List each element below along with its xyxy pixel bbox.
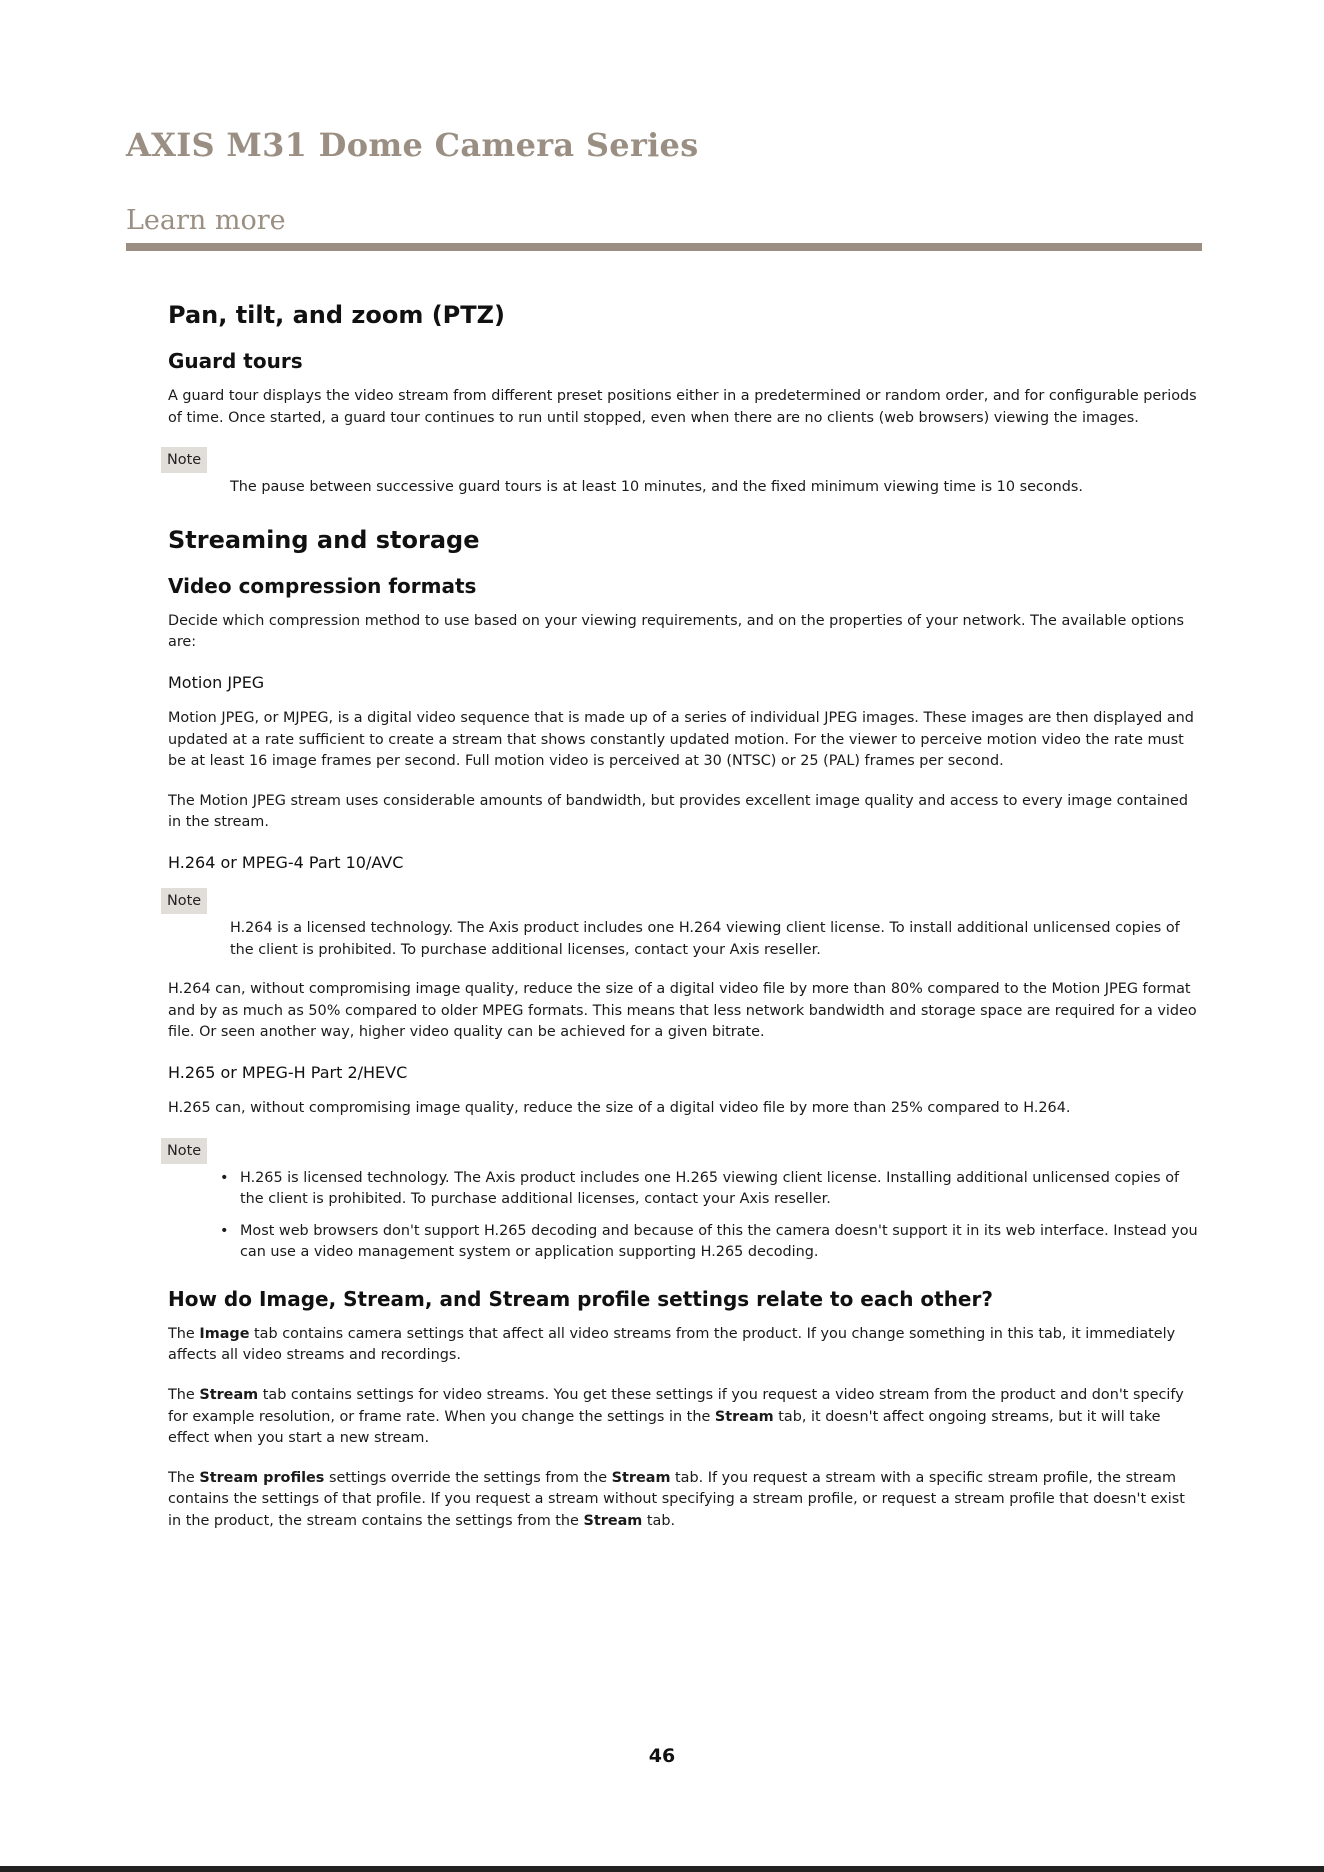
stream-tab-term: Stream <box>714 1408 774 1425</box>
guard-tours-note <box>168 447 1202 499</box>
page-content <box>168 296 1202 1551</box>
section-label: Learn more <box>126 205 286 236</box>
note-badge: Note <box>161 447 207 473</box>
document-title: AXIS M31 Dome Camera Series <box>126 126 699 164</box>
note-list-item <box>220 1221 1202 1264</box>
relation-paragraph-2: The Stream tab contains settings for video streams. You get these settings if you request a video stream from the product and don't specify for example resolution, or frame rate. When you change the settings in the Stream tab, it doesn't affect ongoing streams, but it will take effect when you start a new stream. <box>168 1387 1184 1447</box>
guard-tours-paragraph: A guard tour displays the video stream from different preset positions either in a predetermined or random order, and for configurable periods of time. Once started, a guard tour continues to run until stopped, even when there are no clients (web browsers) viewing the images. <box>168 388 1197 426</box>
relation-paragraph-3: The Stream profiles settings override the settings from the Stream tab. If you request a stream with a specific stream profile, the stream contains the settings of that profile. If you request a stream without specifying a stream profile, or request a stream profile that doesn't exist in the product, the stream contains the settings from the Stream tab. <box>168 1469 1185 1530</box>
ptz-heading: Pan, tilt, and zoom (PTZ) <box>168 301 505 329</box>
image-tab-term: Image <box>199 1325 250 1342</box>
stream-tab-term: Stream <box>611 1469 671 1486</box>
note-badge: Note <box>161 1138 207 1164</box>
stream-profiles-term: Stream profiles <box>199 1469 325 1486</box>
relation-paragraph-1: The Image tab contains camera settings that affect all video streams from the product. If you change something in this tab, it immediately affects all video streams and recordings. <box>168 1325 1176 1364</box>
h265-heading: H.265 or MPEG-H Part 2/HEVC <box>168 1062 408 1082</box>
note-text: The pause between successive guard tours is at least 10 minutes, and the fixed minimum viewing time is 10 seconds. <box>230 479 1083 496</box>
compression-intro: Decide which compression method to use based on your viewing requirements, and on the properties of your network. The available options are: <box>168 612 1184 651</box>
note-list-item <box>220 1168 1202 1211</box>
bullet-icon: • <box>220 1222 229 1239</box>
guard-tours-heading: Guard tours <box>168 349 303 373</box>
note-text: H.264 is a licensed technology. The Axis product includes one H.264 viewing client license. To install additional unlicensed copies of the client is prohibited. To purchase additional licenses, contact your Axis reseller. <box>230 919 1180 958</box>
relation-heading: How do Image, Stream, and Stream profile settings relate to each other? <box>168 1286 993 1311</box>
page-number: 46 <box>648 1745 676 1767</box>
stream-tab-term: Stream <box>583 1513 643 1530</box>
h265-paragraph: H.265 can, without compromising image quality, reduce the size of a digital video file by more than 25% compared to H.264. <box>168 1099 1071 1116</box>
note-list <box>168 1168 1202 1264</box>
h265-note <box>168 1138 1202 1264</box>
mjpeg-heading: Motion JPEG <box>168 672 265 692</box>
compression-heading: Video compression formats <box>168 573 477 598</box>
h264-heading: H.264 or MPEG-4 Part 10/AVC <box>168 852 404 872</box>
note-item-text: H.265 is licensed technology. The Axis product includes one H.265 viewing client license. Installing additional unlicensed copies of the client is prohibited. To purchase additional licenses, contact your Axis reseller. <box>240 1169 1180 1208</box>
h264-paragraph: H.264 can, without compromising image quality, reduce the size of a digital video file by more than 80% compared to the Motion JPEG format and by as much as 50% compared to older MPEG formats. This means that less network bandwidth and storage space are required for a video file. Or seen another way, higher video quality can be achieved for a given bitrate. <box>168 981 1197 1041</box>
mjpeg-paragraph-1: Motion JPEG, or MJPEG, is a digital video sequence that is made up of a series of individual JPEG images. These images are then displayed and updated at a rate sufficient to create a stream that shows constantly updated motion. For the viewer to perceive motion video the rate must be at least 16 image frames per second. Full motion video is perceived at 30 (NTSC) or 25 (PAL) frames per second. <box>168 709 1194 770</box>
stream-tab-term: Stream <box>199 1387 259 1404</box>
note-item-text: Most web browsers don't support H.265 decoding and because of this the camera doesn't support it in its web interface. Instead you can use a video management system or application supporting H.265 decoding. <box>240 1222 1198 1261</box>
mjpeg-paragraph-2: The Motion JPEG stream uses considerable amounts of bandwidth, but provides excellent image quality and access to every image contained in the stream. <box>168 792 1189 831</box>
h264-note <box>168 888 1202 961</box>
bottom-border <box>0 1866 1324 1872</box>
header-divider <box>126 243 1202 251</box>
note-badge: Note <box>161 888 207 914</box>
streaming-heading: Streaming and storage <box>168 525 480 554</box>
bullet-icon: • <box>220 1169 229 1186</box>
